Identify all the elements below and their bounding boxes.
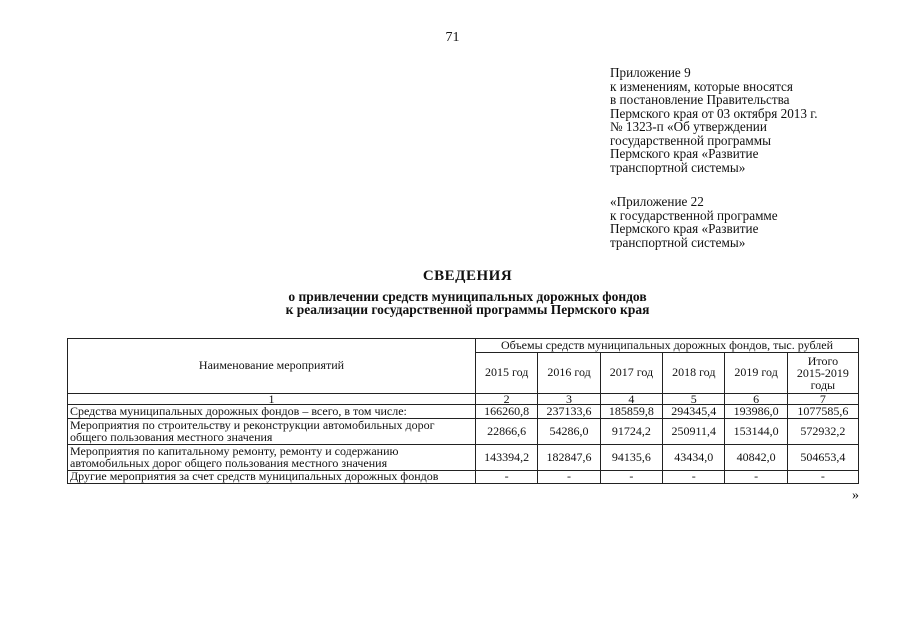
cell-value: 153144,0: [725, 419, 787, 445]
cell-total: 572932,2: [787, 419, 858, 445]
cell-total: 504653,4: [787, 445, 858, 471]
cell-value: 143394,2: [476, 445, 538, 471]
row-name: Мероприятия по капитальному ремонту, ремонту и содержанию автомобильных дорог общего пользования местного значения: [68, 445, 476, 471]
cell-value: 40842,0: [725, 445, 787, 471]
appendix-line: Приложение 9: [610, 65, 691, 80]
column-number: 2: [476, 394, 538, 405]
appendix-reference: [610, 66, 818, 174]
program-appendix-reference: [610, 195, 778, 249]
appendix-line: государственной программы: [610, 132, 771, 148]
cell-value: 43434,0: [663, 445, 725, 471]
year-column-header: 2019 год: [725, 353, 787, 394]
table-row: [68, 419, 859, 445]
cell-value: -: [663, 471, 725, 484]
appendix-line: № 1323-п «Об утверждении: [610, 119, 767, 134]
cell-total: -: [787, 471, 858, 484]
cell-value: -: [538, 471, 600, 484]
year-column-header: 2016 год: [538, 353, 600, 394]
cell-value: 22866,6: [476, 419, 538, 445]
document-subtitle: [0, 290, 905, 316]
total-header-line: годы: [810, 378, 836, 392]
cell-value: 94135,6: [600, 445, 662, 471]
total-header-line: Итого: [807, 354, 839, 368]
appendix-line: «Приложение 22: [610, 194, 704, 209]
appendix-line: транспортной системы»: [610, 159, 746, 175]
cell-value: 91724,2: [600, 419, 662, 445]
table-row: [68, 471, 859, 484]
volume-group-header: Объемы средств муниципальных дорожных фондов, тыс. рублей: [476, 339, 859, 353]
appendix-line: Пермского края «Развитие: [610, 221, 759, 236]
cell-total: 1077585,6: [787, 405, 858, 419]
cell-value: 193986,0: [725, 405, 787, 419]
year-column-header: 2017 год: [600, 353, 662, 394]
appendix-line: Пермского края от 03 октября 2013 г.: [610, 105, 818, 121]
cell-value: 166260,8: [476, 405, 538, 419]
page-number: 71: [445, 30, 460, 45]
cell-value: 250911,4: [663, 419, 725, 445]
column-number: 1: [68, 394, 476, 405]
table-header-row: [68, 339, 859, 353]
year-column-header: 2018 год: [663, 353, 725, 394]
column-number: 5: [663, 394, 725, 405]
appendix-line: к изменениям, которые вносятся: [610, 78, 793, 94]
name-column-header: Наименование мероприятий: [68, 339, 476, 394]
table-row: [68, 405, 859, 419]
cell-value: 294345,4: [663, 405, 725, 419]
total-header-line: 2015-2019: [796, 366, 849, 380]
cell-value: 54286,0: [538, 419, 600, 445]
row-name: Средства муниципальных дорожных фондов – всего, в том числе:: [68, 405, 476, 419]
cell-value: -: [600, 471, 662, 484]
total-column-header: [787, 353, 858, 394]
funding-table: [67, 338, 859, 484]
table-row: [68, 445, 859, 471]
cell-value: 237133,6: [538, 405, 600, 419]
cell-value: -: [725, 471, 787, 484]
row-name: Другие мероприятия за счет средств муниципальных дорожных фондов: [68, 471, 476, 484]
column-number: 7: [787, 394, 858, 405]
cell-value: -: [476, 471, 538, 484]
cell-value: 182847,6: [538, 445, 600, 471]
column-number: 4: [600, 394, 662, 405]
subtitle-line: к реализации государственной программы Пермского края: [285, 302, 650, 317]
subtitle-line: о привлечении средств муниципальных дорожных фондов: [288, 289, 647, 304]
appendix-line: к государственной программе: [610, 207, 778, 223]
document-title: СВЕДЕНИЯ: [422, 268, 513, 284]
appendix-line: в постановление Правительства: [610, 92, 790, 107]
year-column-header: 2015 год: [476, 353, 538, 394]
closing-quote-mark: »: [852, 488, 859, 503]
cell-value: 185859,8: [600, 405, 662, 419]
appendix-line: транспортной системы»: [610, 234, 746, 250]
appendix-line: Пермского края «Развитие: [610, 146, 759, 161]
row-name: Мероприятия по строительству и реконструкции автомобильных дорог общего пользования местного значения: [68, 419, 476, 445]
column-number-row: [68, 394, 859, 405]
column-number: 3: [538, 394, 600, 405]
column-number: 6: [725, 394, 787, 405]
